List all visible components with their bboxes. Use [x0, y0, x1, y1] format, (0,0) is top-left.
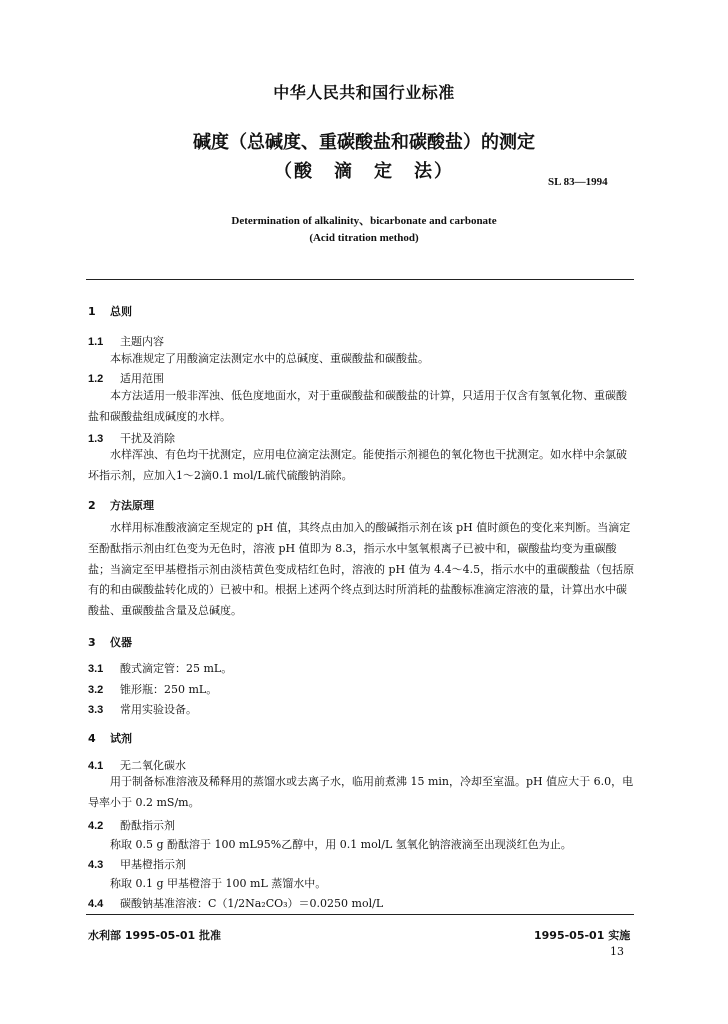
section-3-heading: 3 仪器	[88, 636, 132, 649]
page-title: 碱度（总碱度、重碳酸盐和碳酸盐）的测定	[193, 132, 535, 153]
section-1-2-heading: 1.2 适用范围	[88, 372, 164, 385]
english-subtitle: (Acid titration method)	[309, 232, 419, 244]
section-2-heading: 2 方法原理	[88, 499, 154, 512]
section-4-1-text: 用于制备标准溶液及稀释用的蒸馏水或去离子水，临用前煮沸 15 min，冷却至室温。pH 值应大于 6.0，电导率小于 0.2 mS/m。	[88, 775, 634, 809]
section-4-3-heading: 4.3 甲基橙指示剂	[88, 858, 186, 871]
section-1-1-text: 本标准规定了用酸滴定法测定水中的总碱度、重碳酸盐和碳酸盐。	[110, 352, 429, 365]
section-1-3-heading: 1.3 干扰及消除	[88, 432, 175, 445]
section-4-1-heading: 4.1 无二氧化碳水	[88, 759, 186, 772]
section-1-heading: 1 总则	[88, 305, 132, 318]
section-4-3-text: 称取 0.1 g 甲基橙溶于 100 mL 蒸馏水中。	[110, 877, 327, 890]
standard-number: SL 83—1994	[548, 176, 608, 188]
english-title: Determination of alkalinity、bicarbonate and carbonate	[231, 215, 497, 227]
section-3-2: 3.2 锥形瓶：250 mL。	[88, 683, 218, 696]
section-2-text: 水样用标准酸液滴定至规定的 pH 值，其终点由加入的酸碱指示剂在该 pH 值时颜色的变化来判断。当滴定至酚酞指示剂由红色变为无色时，溶液 pH 值即为 8.3，指示水中氢氧根离子已被中和，碳酸盐均变为重碳酸盐；当滴定至甲基橙指示剂由淡桔黄色变成桔红色时，溶液的 pH 值为 4.4～4.5，指示水中的重碳酸盐（包括原有的和由碳酸盐转化成的）已被中和。根据上述两个终点到达时所消耗的盐酸标准滴定溶液的量，计算出水中碳酸盐、重碳酸盐含量及总碱度。	[88, 521, 635, 618]
section-1-1-heading: 1.1 主题内容	[88, 335, 164, 348]
approval-date: 水利部 1995-05-01 批准	[88, 929, 222, 942]
section-1-3-text: 水样浑浊、有色均干扰测定，应用电位滴定法测定。能使指示剂褪色的氧化物也干扰测定。如水样中余氯破坏指示剂，应加入1～2滴0.1 mol/L硫代硫酸钠消除。	[88, 448, 627, 482]
footer-divider	[86, 914, 634, 915]
page-number: 13	[610, 945, 624, 958]
page-subtitle: （酸 滴 定 法）	[274, 161, 454, 182]
header-divider	[86, 279, 634, 280]
section-4-heading: 4 试剂	[88, 732, 132, 745]
section-1-2-text: 本方法适用一般非浑浊、低色度地面水，对于重碳酸盐和碳酸盐的计算，只适用于仅含有氢氧化物、重碳酸盐和碳酸盐组成碱度的水样。	[88, 389, 627, 423]
section-4-2-heading: 4.2 酚酞指示剂	[88, 819, 175, 832]
section-3-3: 3.3 常用实验设备。	[88, 703, 197, 716]
standard-category: 中华人民共和国行业标准	[273, 83, 455, 102]
section-4-2-text: 称取 0.5 g 酚酞溶于 100 mL95%乙醇中，用 0.1 mol/L 氢氧化钠溶液滴至出现淡红色为止。	[110, 838, 572, 851]
section-3-1: 3.1 酸式滴定管：25 mL。	[88, 662, 233, 675]
section-4-4: 4.4 碳酸钠基准溶液：C（1/2Na₂CO₃）＝0.0250 mol/L	[88, 897, 384, 910]
implementation-date: 1995-05-01 实施	[534, 929, 631, 942]
